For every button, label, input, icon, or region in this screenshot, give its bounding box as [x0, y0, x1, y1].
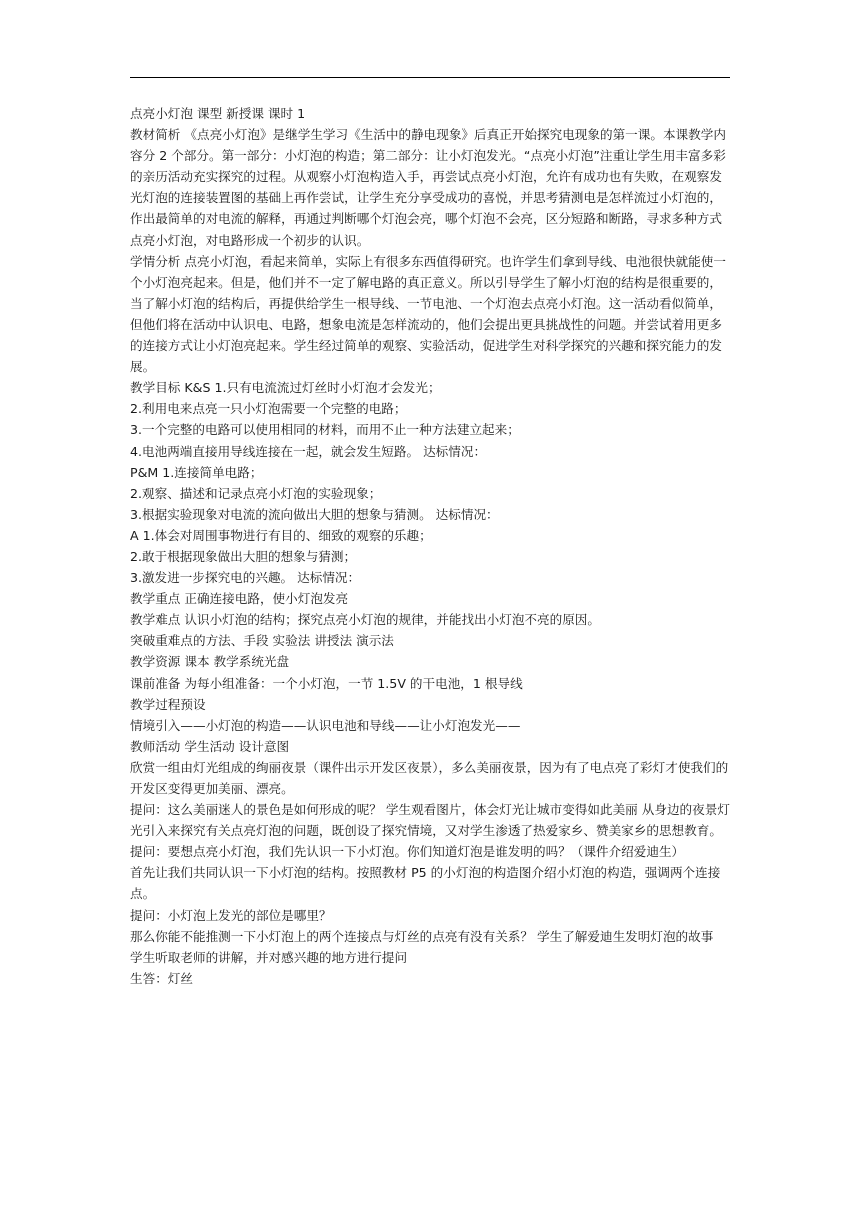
process-flow: 情境引入——小灯泡的构造——认识电池和导线——让小灯泡发光——	[130, 717, 521, 733]
goal-a-3: 3.激发进一步探究电的兴趣。 达标情况：	[130, 570, 361, 586]
student-analysis: 学情分析 点亮小灯泡，看起来简单，实际上有很多东西值得研究。也许学生们拿到导线、电池很快就能使一个小灯泡亮起来。但是，他们并不一定了解电路的真正意义。所以引导学生了解小灯泡的结构是很重要的，当了解小灯泡的结构后，再提供给学生一根导线、一节电池、一个灯泡去点亮小灯泡。这一活动看似简单，但他们将在活动中认识电、电路，想象电流是怎样流动的，他们会提出更具挑战性的问题。并尝试着用更多的连接方式让小灯泡亮起来。学生经过简单的观察、实验活动，促进学生对科学探究的兴趣和探究能力的发展。	[130, 253, 726, 375]
goal-ks-4: 4.电池两端直接用导线连接在一起，就会发生短路。 达标情况：	[130, 443, 487, 459]
question-glow-part: 提问：小灯泡上发光的部位是哪里？	[130, 907, 332, 923]
preparation: 课前准备 为每小组准备：一个小灯泡，一节 1.5V 的干电池，1 根导线	[130, 675, 523, 691]
key-point: 教学重点 正确连接电路，使小灯泡发亮	[130, 591, 349, 607]
question-scenery: 提问：这么美丽迷人的景色是如何形成的呢？ 学生观看图片，体会灯光让城市变得如此美丽 从身边的夜景灯光引入来探究有关点亮灯泡的问题，既创设了探究情境，又对学生渗透了热爱家乡、赞美家乡的思想教育。	[130, 802, 730, 839]
lesson-header: 点亮小灯泡 课型 新授课 课时 1	[130, 106, 306, 121]
bulb-structure: 首先让我们共同认识一下小灯泡的结构。按照教材 P5 的小灯泡的构造图介绍小灯泡的构造，强调两个连接点。	[130, 865, 721, 902]
question-inventor: 提问：要想点亮小灯泡，我们先认识一下小灯泡。你们知道灯泡是谁发明的吗？（课件介绍爱迪生）	[130, 844, 685, 860]
goal-pm-3: 3.根据实验现象对电流的流向做出大胆的想象与猜测。 达标情况：	[130, 506, 499, 522]
intro-scene: 欣赏一组由灯光组成的绚丽夜景（课件出示开发区夜景），多么美丽夜景，因为有了电点亮了彩灯才使我们的开发区变得更加美丽、漂亮。	[130, 759, 729, 796]
goal-a-2: 2.敢于根据现象做出大胆的想象与猜测；	[130, 548, 357, 564]
document-body	[130, 103, 732, 989]
goal-ks-2: 2.利用电来点亮一只小灯泡需要一个完整的电路；	[130, 401, 407, 417]
difficult-point: 教学难点 认识小灯泡的结构；探究点亮小灯泡的规律，并能找出小灯泡不亮的原因。	[130, 612, 600, 628]
process-heading: 教学过程预设	[130, 696, 206, 712]
activity-columns: 教师活动 学生活动 设计意图	[130, 738, 290, 754]
methods: 突破重难点的方法、手段 实验法 讲授法 演示法	[130, 633, 394, 649]
goal-ks-3: 3.一个完整的电路可以使用相同的材料，而用不止一种方法建立起来；	[130, 422, 520, 438]
resources: 教学资源 课本 教学系统光盘	[130, 654, 290, 670]
question-connection: 那么你能不能推测一下小灯泡上的两个连接点与灯丝的点亮有没有关系？ 学生了解爱迪生发明灯泡的故事	[130, 928, 714, 944]
student-listen: 学生听取老师的讲解，并对感兴趣的地方进行提问	[130, 949, 408, 965]
goal-pm-2: 2.观察、描述和记录点亮小灯泡的实验现象；	[130, 485, 382, 501]
goal-pm-1: P&M 1.连接简单电路；	[130, 464, 263, 480]
header-rule	[130, 77, 730, 78]
goal-a-1: A 1.体会对周围事物进行有目的、细致的观察的乐趣；	[130, 527, 432, 543]
goal-ks-1: 教学目标 K&S 1.只有电流流过灯丝时小灯泡才会发光；	[130, 380, 441, 396]
textbook-analysis: 教材简析 《点亮小灯泡》是继学生学习《生活中的静电现象》后真正开始探究电现象的第一课。本课教学内容分 2 个部分。第一部分：小灯泡的构造；第二部分：让小灯泡发光。“点亮小灯泡”注重让学生用丰富多彩的亲历活动充实探究的过程。从观察小灯泡构造入手，再尝试点亮小灯泡，允许有成功也有失败，在观察发光灯泡的连接装置图的基础上再作尝试，让学生充分享受成功的喜悦，并思考猜测电是怎样流过小灯泡的，作出最简单的对电流的解释，再通过判断哪个灯泡会亮，哪个灯泡不会亮，区分短路和断路，寻求多种方式点亮小灯泡，对电路形成一个初步的认识。	[130, 127, 726, 248]
student-answer: 生答：灯丝	[130, 970, 193, 986]
